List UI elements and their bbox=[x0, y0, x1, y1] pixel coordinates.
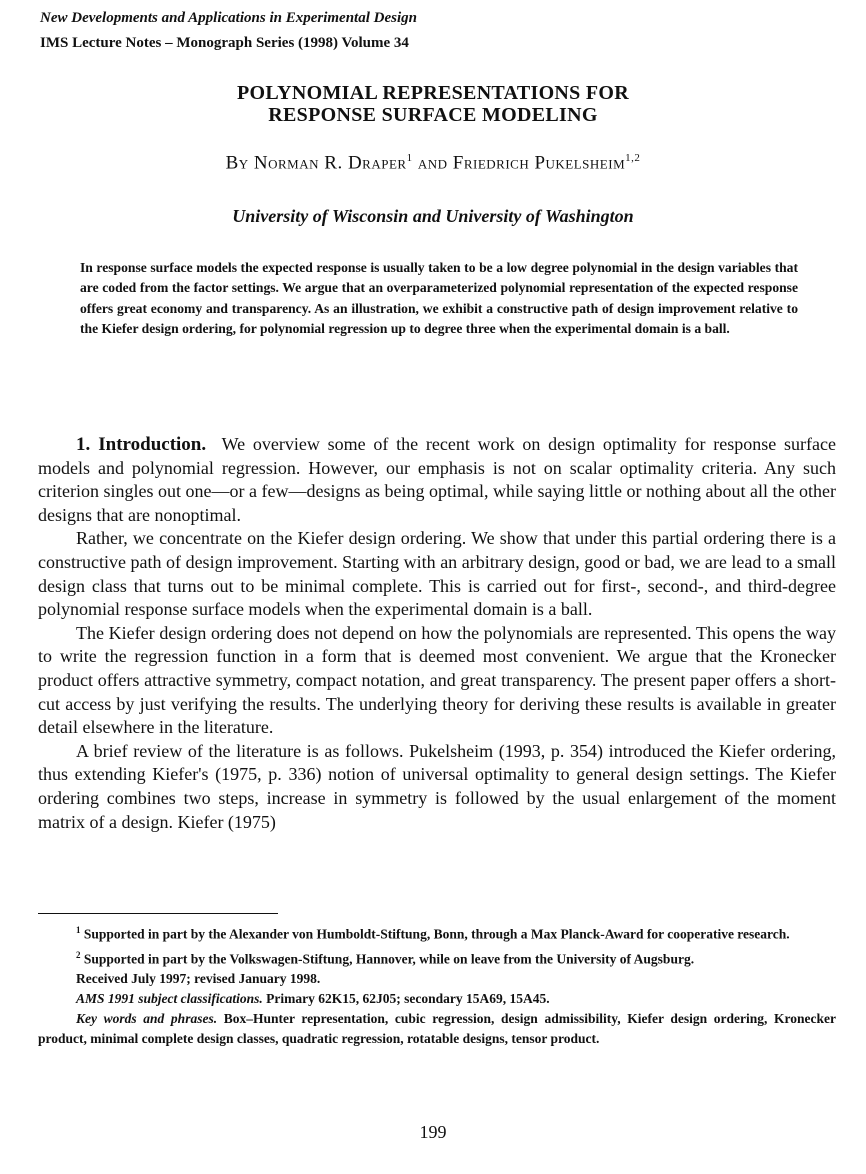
ams-classification bbox=[38, 989, 836, 1009]
main-body bbox=[38, 433, 836, 834]
paragraph-2: Rather, we concentrate on the Kiefer design ordering. We show that under this partial ordering there is a constructive path of design improvement. Starting with an arbitrary design, good or bad, we are lead to a small design class that turns out to be minimal complete. This is carried out for first-, second-, and third-degree polynomial response surface models when the experimental domain is a ball. bbox=[38, 528, 836, 620]
footnote-2-text: Supported in part by the Volkswagen-Stiftung, Hannover, while on leave from the University of Augsburg. bbox=[83, 951, 695, 967]
author-2: Friedrich Pukelsheim bbox=[452, 152, 626, 174]
series-info: IMS Lecture Notes – Monograph Series (1998) Volume 34 bbox=[40, 35, 409, 51]
page-number: 199 bbox=[419, 1122, 447, 1142]
paragraph-1 bbox=[38, 433, 836, 527]
footnote-divider bbox=[38, 913, 278, 914]
section-heading: 1. Introduction. bbox=[76, 434, 207, 455]
author-1-footnote-mark: 1 bbox=[406, 152, 413, 164]
series-title: New Developments and Applications in Experimental Design bbox=[40, 10, 417, 26]
received-note: Received July 1997; revised January 1998. bbox=[76, 971, 321, 987]
footnotes bbox=[38, 920, 836, 1050]
and-word: and bbox=[417, 152, 448, 174]
abstract: In response surface models the expected response is usually taken to be a low degree polynomial in the design variables that are coded from the factor settings. We argue that an overparameterized polynomial representation of the expected response offers great economy and transparency. As an illustration, we exhibit a constructive path of design improvement relative to the Kiefer design ordering, for polynomial regression up to degree three when the experimental domain is a ball. bbox=[80, 260, 798, 337]
keywords bbox=[38, 1009, 836, 1049]
paragraph-4: A brief review of the literature is as follows. Pukelsheim (1993, p. 354) introduced the Kiefer ordering, thus extending Kiefer's (1975, p. 336) notion of universal optimality to general design settings. The Kiefer ordering combines two steps, increase in symmetry is followed by the usual enlargement of the moment matrix of a design. Kiefer (1975) bbox=[38, 740, 836, 832]
author-line bbox=[0, 152, 866, 174]
footnote-1 bbox=[38, 920, 836, 945]
ams-label: AMS 1991 subject classifications. bbox=[76, 991, 263, 1007]
footnote-1-mark: 1 bbox=[76, 925, 81, 935]
footnote-2 bbox=[38, 945, 836, 970]
author-1: Norman R. Draper bbox=[253, 152, 407, 174]
footnote-2-mark: 2 bbox=[76, 949, 81, 960]
paragraph-3: The Kiefer design ordering does not depend on how the polynomials are represented. This opens the way to write the regression function in a form that is deemed most convenient. We argue that the Kronecker product offers attractive symmetry, compact notation, and great transparency. The present paper offers a short-cut access by just verifying the results. The underlying theory for deriving these results is available in greater detail elsewhere in the literature. bbox=[38, 622, 836, 738]
ams-text: Primary 62K15, 62J05; secondary 15A69, 15A45. bbox=[266, 991, 550, 1007]
author-2-footnote-mark: 1,2 bbox=[625, 152, 641, 164]
footnote-1-text: Supported in part by the Alexander von Humboldt-Stiftung, Bonn, through a Max Planck-Award for cooperative research. bbox=[83, 926, 790, 942]
paper-title-line-2: RESPONSE SURFACE MODELING bbox=[268, 104, 598, 126]
keywords-text: Box–Hunter representation, cubic regression, design admissibility, Kiefer design ordering, Kronecker product, minimal complete design classes, quadratic regression, rotatable designs, tensor product. bbox=[38, 1011, 837, 1047]
keywords-label: Key words and phrases. bbox=[76, 1011, 218, 1027]
by-word: By bbox=[225, 152, 249, 174]
affiliation: University of Wisconsin and University of Washington bbox=[232, 206, 634, 226]
paragraph-1-text: We overview some of the recent work on design optimality for response surface models and polynomial regression. However, our emphasis is not on scalar optimality criteria. Any such criterion singles out one—or a few—designs as being optimal, while saying little or nothing about all the other designs that are nonoptimal. bbox=[38, 434, 836, 525]
paper-title-line-1: POLYNOMIAL REPRESENTATIONS FOR bbox=[236, 82, 630, 104]
